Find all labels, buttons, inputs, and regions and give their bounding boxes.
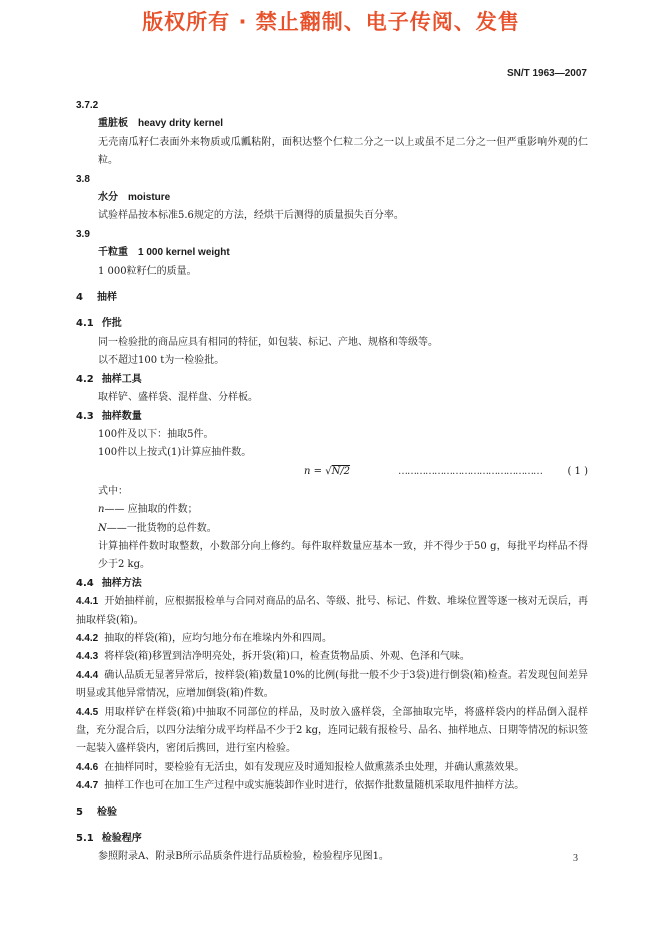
formula-lhs: n = [304,465,322,477]
subsection-title: 检验程序 [101,833,142,845]
formula-1 [76,463,588,483]
clause-text: 用取样铲在样袋(箱)中抽取不同部位的样品，及时放入盛样袋，全部抽取完毕，将盛样袋内的样品倒入混样盘，充分混合后，以四分法缩分成平均样品不少于2 kg，连同记载有报检号、品名、抽样地点、日期等情况的标识签一起装入盛样袋内，密闭后携回，进行室内检验。 [76,706,589,755]
where-label: 式中： [98,485,128,497]
clause-number: 4.4.7 [76,780,99,792]
term-en: heavy drity kernel [138,118,224,130]
subsection-number: 4.2 [76,373,94,385]
subsection-number: 4.3 [76,410,94,422]
clause [76,630,588,648]
subsection-title: 作批 [101,318,122,330]
subsection-heading [76,830,588,848]
paragraph: 100件以上按式(1)计算应抽件数。 [98,447,252,459]
term-heading [76,189,588,207]
section-title: 检验 [96,806,117,818]
term-definition: 1 000粒籽仁的质量。 [98,265,197,277]
term-number: 3.8 [76,173,90,185]
variable-symbol: N [98,522,107,534]
subsection-number: 4.4 [76,577,94,589]
paragraph: 以不超过100 t为一检验批。 [98,355,225,367]
subsection-title: 抽样数量 [101,410,142,422]
clause-text: 抽样工作也可在加工生产过程中或实施装卸作业时进行，依据作批数量随机采取甩件抽样方法。 [104,780,525,792]
clause [76,593,588,630]
variable-symbol: n [98,504,105,516]
sqrt-icon: √ [325,465,332,477]
term-en: moisture [128,192,171,204]
clause-text: 抽取的样袋(箱)，应均匀地分布在堆垛内外和四周。 [104,632,333,644]
formula-radicand: N/2 [331,465,351,477]
subsection-title: 抽样方法 [101,577,142,589]
copyright-watermark: 版权所有 · 禁止翻制、电子传阅、发售 [142,10,520,34]
subsection-number: 5.1 [76,833,94,845]
section-number: 5 [76,806,83,818]
term-definition: 试验样品按本标准5.6规定的方法，经烘干后测得的质量损失百分率。 [98,210,404,222]
section-title: 抽样 [96,292,117,304]
term-number: 3.9 [76,228,90,240]
clause-number: 4.4.4 [76,669,99,681]
page-number: 3 [573,853,578,864]
paragraph: 同一检验批的商品应具有相同的特征，如包装、标记、产地、规格和等级等。 [98,336,438,348]
formula-leader-dots: ………………………………………… [398,465,542,477]
term-heading [76,244,588,262]
subsection-heading [76,575,588,593]
term-heading [76,115,588,133]
paragraph: 取样铲、盛样袋、混样盘、分样板。 [98,392,258,404]
clause [76,704,588,759]
clause-number: 4.4.1 [76,596,99,608]
section-number: 4 [76,292,83,304]
term-en: 1 000 kernel weight [138,247,230,259]
section-heading [76,289,588,307]
subsection-number: 4.1 [76,318,94,330]
formula-number: ( 1 ) [567,465,588,477]
subsection-heading [76,315,588,333]
term-definition: 无壳南瓜籽仁表面外来物质或瓜瓤粘附，面积达整个仁粒二分之一以上或虽不足二分之一但严重影响外观的仁粒。 [98,136,588,167]
clause [76,759,588,777]
paragraph: 计算抽样件数时取整数，小数部分向上修约。每件取样数量应基本一致，并不得少于50 g，每批平均样品不得少于2 kg。 [98,540,588,571]
paragraph: 参照附录A、附录B所示品质条件进行品质检验，检验程序见图1。 [98,851,389,863]
clause [76,777,588,795]
clause [76,648,588,666]
clause [76,667,588,704]
subsection-title: 抽样工具 [101,373,142,385]
clause-text: 开始抽样前，应根据报检单与合同对商品的品名、等级、批号、标记、件数、堆垛位置等逐一核对无误后，再抽取样袋(箱)。 [76,596,588,626]
variable-desc: ——一批货物的总件数。 [106,522,217,534]
term-number: 3.7.2 [76,100,99,111]
variable-definition [76,501,588,519]
variable-desc: —— 应抽取的件数； [104,504,198,516]
term-zh: 千粒重 [98,247,128,259]
clause-text: 在抽样同时，要检验有无活虫，如有发现应及时通知报检人做熏蒸杀虫处理，并确认熏蒸效果。 [104,761,525,773]
standard-number: SN/T 1963—2007 [506,68,587,79]
term-zh: 重脏板 [98,118,128,130]
clause-number: 4.4.6 [76,761,99,773]
formula-expression [304,463,350,481]
clause-text: 将样袋(箱)移置到洁净明亮处，拆开袋(箱)口，检查货物品质、外观、色泽和气味。 [104,651,470,663]
variable-definition [76,520,588,538]
clause-number: 4.4.5 [76,706,99,718]
clause-number: 4.4.3 [76,651,99,663]
clause-number: 4.4.2 [76,632,99,644]
clause-text: 确认品质无显著异常后，按样袋(箱)数量10%的比例(每批一般不少于3袋)进行倒袋(箱)检查。若发现包间差异明显或其他异常情况，应增加倒袋(箱)件数。 [76,669,588,700]
term-zh: 水分 [98,192,118,204]
document-body [76,97,588,867]
subsection-heading [76,371,588,389]
subsection-heading [76,408,588,426]
section-heading [76,804,588,822]
paragraph: 100件及以下：抽取5件。 [98,428,214,440]
